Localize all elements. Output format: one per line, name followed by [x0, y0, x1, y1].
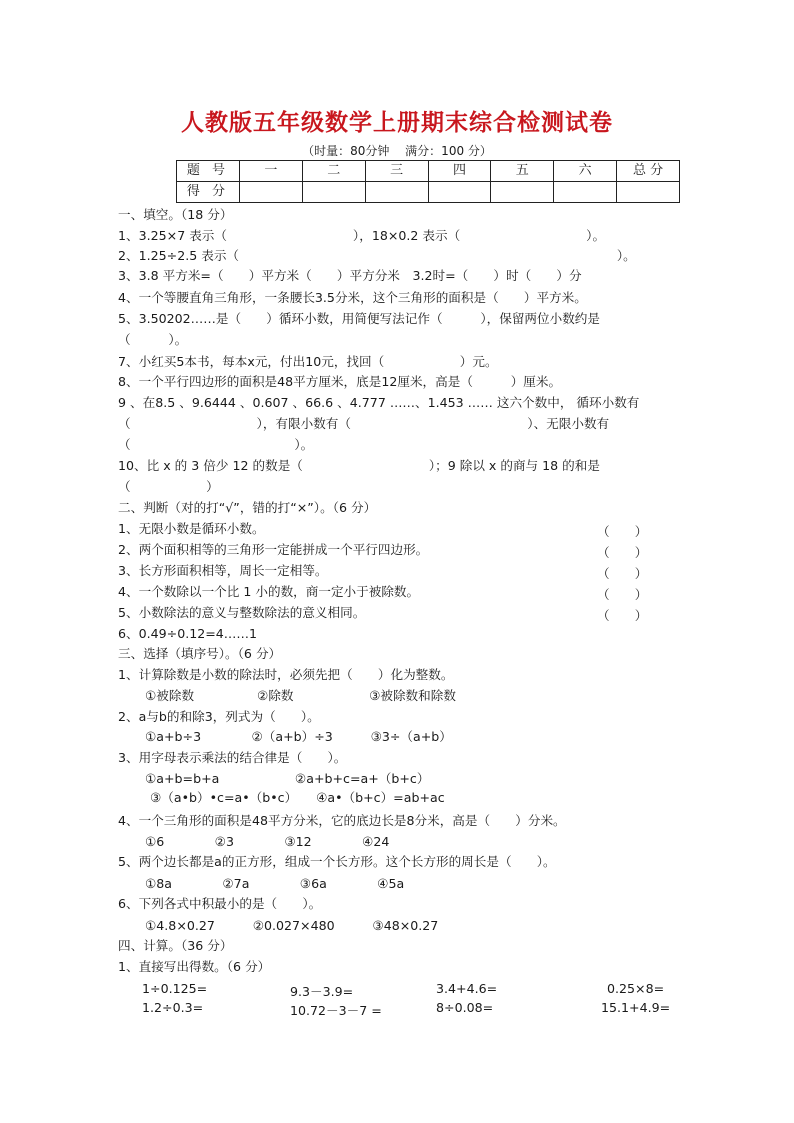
calc-item: 3.4+4.6=	[436, 981, 498, 996]
question-line: 2、两个面积相等的三角形一定能拼成一个平行四边形。	[118, 542, 429, 557]
score-cell: 六	[554, 161, 617, 182]
choice-options: ③（a•b）•c=a•（b•c） ④a•（b+c）=ab+ac	[150, 790, 445, 805]
question-line: 3、长方形面积相等，周长一定相等。	[118, 563, 328, 578]
calc-item: 1÷0.125=	[142, 981, 208, 996]
score-cell: 一	[240, 161, 303, 182]
choice-options: ①被除数 ②除数 ③被除数和除数	[145, 688, 456, 703]
section-heading: 四、计算。（36 分）	[118, 938, 233, 953]
question-line: 4、一个数除以一个比 1 小的数，商一定小于被除数。	[118, 584, 420, 599]
score-cell	[617, 182, 680, 203]
calc-item: 9.3－3.9=	[290, 984, 354, 999]
calc-item: 1.2÷0.3=	[142, 1000, 204, 1015]
section-heading: 二、判断（对的打“√”，错的打“×”）。（6 分）	[118, 500, 377, 515]
exam-time-score-note: （时量：80分钟 满分：100 分）	[302, 144, 492, 158]
question-line: 1、计算除数是小数的除法时，必须先把（ ）化为整数。	[118, 667, 454, 682]
score-table-header-row	[177, 161, 680, 182]
answer-parens: （ ）	[597, 608, 648, 623]
page-title: 人教版五年级数学上册期末综合检测试卷	[181, 109, 613, 136]
answer-parens: （ ）	[597, 587, 648, 602]
question-line: 1、无限小数是循环小数。	[118, 521, 265, 536]
answer-parens: （ ）	[597, 566, 648, 581]
question-line: 3、用字母表示乘法的结合律是（ ）。	[118, 750, 347, 765]
score-cell	[240, 182, 303, 203]
question-line: 2、1.25÷2.5 表示（ ）。	[118, 248, 636, 263]
question-line: 3、3.8 平方米=（ ）平方米（ ）平方分米 3.2时=（ ）时（ ）分	[118, 268, 582, 283]
question-line: 5、3.50202……是（ ）循环小数，用简便写法记作（ ），保留两位小数约是	[118, 311, 600, 326]
score-cell: 三	[365, 161, 428, 182]
question-line: 6、下列各式中积最小的是（ ）。	[118, 896, 322, 911]
question-line: 6、0.49÷0.12=4……1	[118, 626, 258, 641]
question-line: 1、直接写出得数。（6 分）	[118, 959, 271, 974]
question-line: 8、一个平行四边形的面积是48平方厘米，底是12厘米，高是（ ）厘米。	[118, 374, 562, 389]
score-table-score-row	[177, 182, 680, 203]
calc-item: 15.1+4.9=	[601, 1000, 671, 1015]
score-cell: 五	[491, 161, 554, 182]
answer-parens: （ ）	[597, 524, 648, 539]
score-cell	[554, 182, 617, 203]
section-heading: 一、填空。（18 分）	[118, 207, 233, 222]
score-cell: 二	[302, 161, 365, 182]
question-line: 7、小红买5本书，每本x元，付出10元，找回（ ）元。	[118, 354, 498, 369]
question-line: 1、3.25×7 表示（ ），18×0.2 表示（ ）。	[118, 228, 606, 243]
question-line: （ ）。	[118, 332, 188, 347]
score-cell: 总 分	[617, 161, 680, 182]
question-line: 4、一个等腰直角三角形，一条腰长3.5分米，这个三角形的面积是（ ）平方米。	[118, 290, 587, 305]
choice-options: ①a+b÷3 ②（a+b）÷3 ③3÷（a+b）	[145, 729, 452, 744]
question-line: 2、a与b的和除3，列式为（ ）。	[118, 709, 320, 724]
question-line: 4、一个三角形的面积是48平方分米，它的底边长是8分米，高是（ ）分米。	[118, 813, 566, 828]
score-cell	[302, 182, 365, 203]
score-cell	[428, 182, 491, 203]
choice-options: ①6 ②3 ③12 ④24	[145, 834, 390, 849]
question-line: 5、小数除法的意义与整数除法的意义相同。	[118, 605, 366, 620]
score-cell	[491, 182, 554, 203]
score-cell: 得 分	[177, 182, 240, 203]
choice-options: ①a+b=b+a ②a+b+c=a+（b+c）	[145, 771, 430, 786]
choice-options: ①4.8×0.27 ②0.027×480 ③48×0.27	[145, 918, 439, 933]
question-line: 10、比 x 的 3 倍少 12 的数是（ ）；9 除以 x 的商与 18 的和是	[118, 458, 600, 473]
section-heading: 三、选择（填序号）。（6 分）	[118, 646, 282, 661]
calc-item: 10.72－3－7 =	[290, 1003, 382, 1018]
calc-item: 8÷0.08=	[436, 1000, 494, 1015]
answer-parens: （ ）	[597, 545, 648, 560]
score-table	[176, 160, 680, 203]
question-line: 5、两个边长都是a的正方形，组成一个长方形。这个长方形的周长是（ ）。	[118, 854, 556, 869]
choice-options: ①8a ②7a ③6a ④5a	[145, 876, 405, 891]
score-cell	[365, 182, 428, 203]
question-line: （ ），有限小数有（ ）、无限小数有	[118, 416, 610, 431]
question-line: 9 、在8.5 、9.6444 、0.607 、66.6 、4.777 ……、1.453 …… 这六个数中， 循环小数有	[118, 395, 640, 410]
score-cell: 题 号	[177, 161, 240, 182]
calc-item: 0.25×8=	[607, 981, 665, 996]
question-line: （ ）。	[118, 437, 314, 452]
question-line: （ ）	[118, 479, 219, 494]
score-cell: 四	[428, 161, 491, 182]
